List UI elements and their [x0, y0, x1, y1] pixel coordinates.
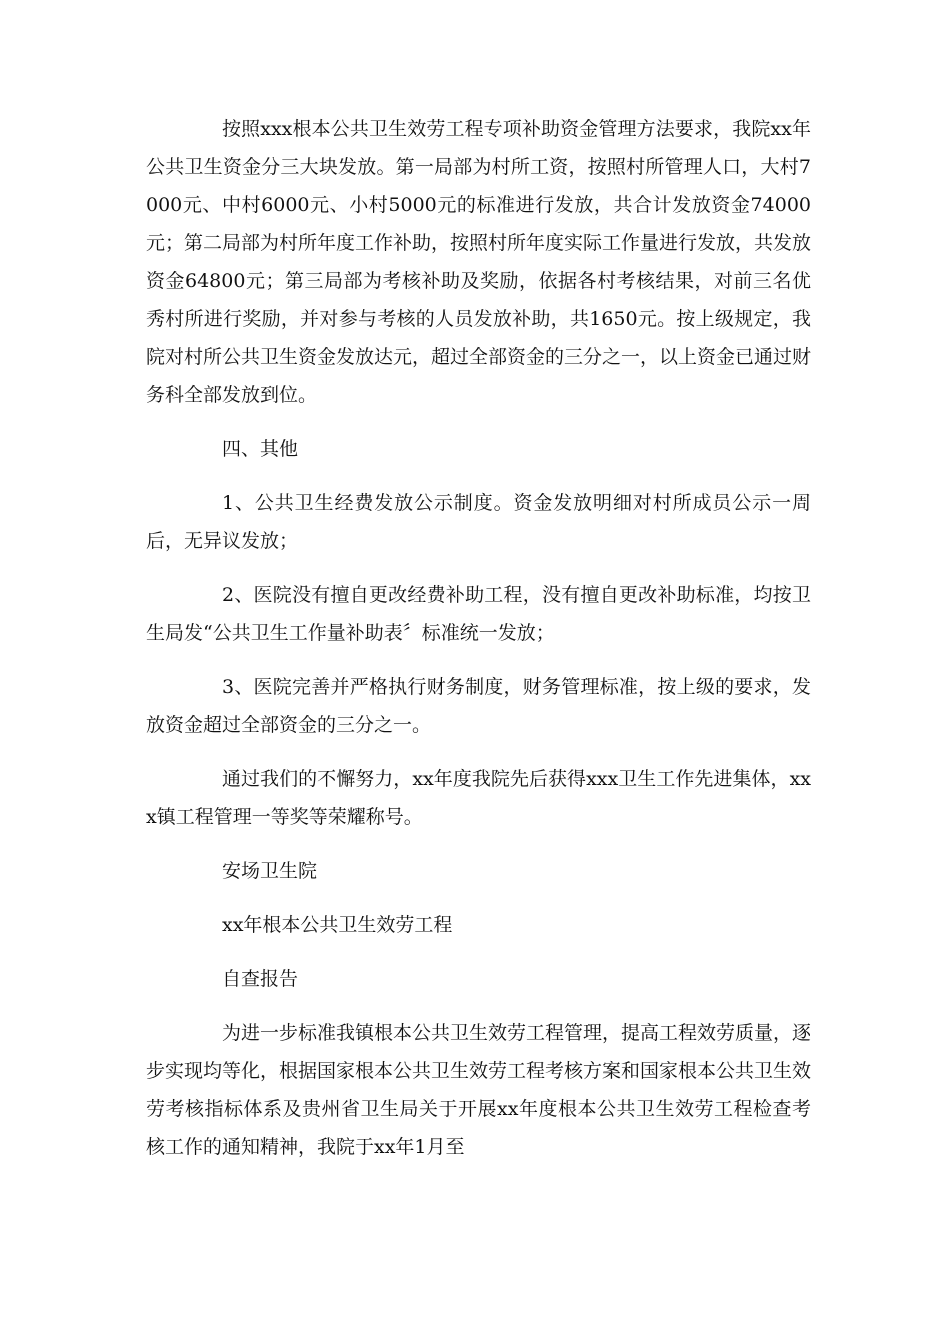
list-item-3: 3、医院完善并严格执行财务制度，财务管理标准，按上级的要求，发放资金超过全部资金的三分之一。 [146, 676, 811, 736]
paragraph-honors: 通过我们的不懈努力，xx年度我院先后获得xxx卫生工作先进集体，xxx镇工程管理一等奖等荣耀称号。 [146, 768, 811, 828]
report-title: xx年根本公共卫生效劳工程 [222, 914, 453, 936]
paragraph-funding-distribution: 按照xxx根本公共卫生效劳工程专项补助资金管理方法要求，我院xx年公共卫生资金分三大块发放。第一局部为村所工资，按照村所管理人口，大村7000元、中村6000元、小村5000元的标准进行发放，共合计发放资金74000元；第二局部为村所年度工作补助，按照村所年度实际工作量进行发放，共发放资金64800元；第三局部为考核补助及奖励，依据各村考核结果，对前三名优秀村所进行奖励，并对参与考核的人员发放补助，共1650元。按上级规定，我院对村所公共卫生资金发放达元，超过全部资金的三分之一，以上资金已通过财务科全部发放到位。 [146, 118, 812, 406]
list-item-1: 1、公共卫生经费发放公示制度。资金发放明细对村所成员公示一周后，无异议发放； [146, 492, 811, 552]
signature-organization: 安场卫生院 [222, 860, 318, 882]
paragraph-report-intro: 为进一步标准我镇根本公共卫生效劳工程管理，提高工程效劳质量，逐步实现均等化，根据国家根本公共卫生效劳工程考核方案和国家根本公共卫生效劳考核指标体系及贵州省卫生局关于开展xx年度根本公共卫生效劳工程检查考核工作的通知精神，我院于xx年1月至 [146, 1022, 812, 1158]
report-subtitle: 自查报告 [222, 968, 299, 990]
section-heading-other: 四、其他 [222, 438, 299, 460]
document-page [146, 110, 811, 1182]
list-item-2: 2、医院没有擅自更改经费补助工程，没有擅自更改补助标准，均按卫生局发“公共卫生工作量补助表〞标准统一发放； [146, 584, 811, 644]
